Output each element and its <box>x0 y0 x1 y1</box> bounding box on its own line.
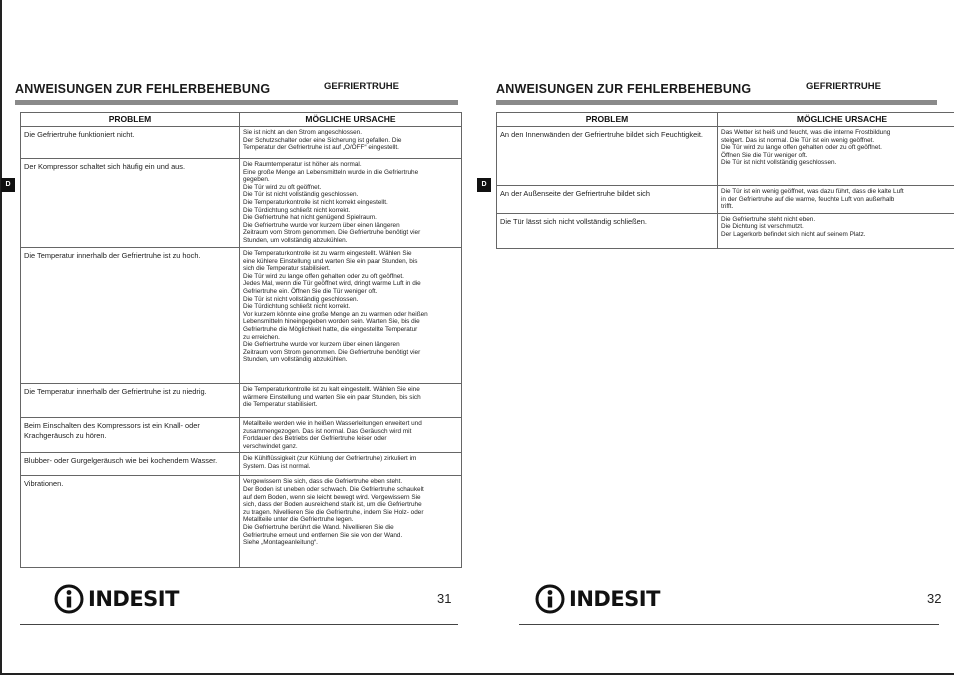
brand-name: INDESIT <box>88 587 179 611</box>
cause-line: steigert. Das ist normal. Die Tür ist ein wenig geöffnet. <box>721 136 875 144</box>
problem-cell: Die Tür lässt sich nicht vollständig schließen. <box>497 213 718 248</box>
page-number: 31 <box>437 591 452 606</box>
cause-line: System. Das ist normal. <box>243 462 311 470</box>
cause-cell <box>240 476 462 568</box>
cause-line: Das Wetter ist heiß und feucht, was die interne Frostbildung <box>721 129 891 136</box>
cause-line: gegeben. <box>243 176 270 184</box>
cause-line: Die Tür ist nicht vollständig geschlossen. <box>721 159 837 167</box>
cause-line: Die Tür wird zu lange offen gehalten oder zu oft geöffnet. <box>721 144 882 152</box>
cause-line: eine kühlere Einstellung und warten Sie ein paar Stunden, bis <box>243 257 418 265</box>
page-subtitle: GEFRIERTRUHE <box>324 81 399 92</box>
cause-line: verschwindet ganz. <box>243 442 298 450</box>
problem-cell: Der Kompressor schaltet sich häufig ein und aus. <box>21 159 240 248</box>
cause-line: die Temperatur stabilisiert. <box>243 401 318 409</box>
table-header-row <box>497 113 954 127</box>
cause-line: Gefriertruhe die Möglichkeit hatte, die eingestellte Temperatur <box>243 325 418 333</box>
manual-page-32 <box>477 0 954 675</box>
cause-line: Lebensmitteln hineingegeben worden sein. Warten Sie, bis die <box>243 318 420 326</box>
cause-line: zu tragen. Nivellieren Sie die Gefriertruhe, indem Sie Holz- oder <box>243 508 424 516</box>
cause-line: Jedes Mal, wenn die Tür geöffnet wird, dringt warme Luft in die <box>243 280 421 288</box>
cause-line: sich, dass der Boden ausreichend stark ist, um die Gefriertruhe <box>243 501 422 509</box>
cause-cell <box>240 384 462 418</box>
cause-line: Metallteile werden wie in heißen Wasserleitungen erweitert und <box>243 420 422 427</box>
cause-line: Stunden, um vollständig abzukühlen. <box>243 236 348 244</box>
cause-line: Fortdauer des Betriebs der Gefriertruhe leiser oder <box>243 435 387 443</box>
footer-rule <box>519 624 939 625</box>
cause-line: auf dem Boden, wenn sie leicht bewegt wird. Vergewissern Sie <box>243 493 421 501</box>
problem-cell: An den Innenwänden der Gefriertruhe bildet sich Feuchtigkeit. <box>497 127 718 186</box>
problem-cell: Die Temperatur innerhalb der Gefriertruhe ist zu hoch. <box>21 248 240 384</box>
table-row <box>21 384 462 418</box>
cause-line: sich die Temperatur stabilisiert. <box>243 265 331 273</box>
cause-line: Die Dichtung ist verschmutzt. <box>721 223 804 231</box>
language-tab: D <box>477 178 491 192</box>
cause-cell <box>240 248 462 384</box>
cause-line: Die Gefriertruhe wurde vor kurzem über einen längeren <box>243 221 400 229</box>
cause-line: Die Kühlflüssigkeit (zur Kühlung der Gefriertruhe) zirkuliert im <box>243 455 417 463</box>
table-row <box>21 453 462 476</box>
table-row <box>497 127 954 186</box>
brand-logo <box>535 582 660 616</box>
cause-line: Temperatur der Gefriertruhe ist auf „O/OFF“ eingestellt. <box>243 144 399 152</box>
table-row <box>497 186 954 214</box>
cause-line: Der Boden ist uneben oder schwach. Die Gefriertruhe schaukelt <box>243 485 424 493</box>
page-title: ANWEISUNGEN ZUR FEHLERBEHEBUNG <box>15 82 271 96</box>
header-problem: PROBLEM <box>497 113 718 127</box>
cause-line: Zeitraum vom Strom genommen. Die Gefriertruhe benötigt vier <box>243 348 421 356</box>
cause-line: Die Türdichtung schließt nicht korrekt. <box>243 206 351 214</box>
problem-cell: Vibrationen. <box>21 476 240 568</box>
header-cause: MÖGLICHE URSACHE <box>718 113 954 127</box>
cause-line: zusammengezogen. Das ist normal. Das Geräusch wird mit <box>243 427 412 435</box>
cause-line: Der Lagerkorb befindet sich nicht auf seinem Platz. <box>721 230 866 238</box>
cause-line: Eine große Menge an Lebensmitteln wurde in die Gefriertruhe <box>243 168 419 176</box>
cause-line: Öffnen Sie die Tür weniger oft. <box>721 151 808 159</box>
cause-line: Gefriertruhe erneut und entfernen Sie sie von der Wand. <box>243 531 403 539</box>
title-underline-bar <box>496 100 937 105</box>
cause-line: Siehe „Montageanleitung“. <box>243 539 318 547</box>
table-row <box>21 159 462 248</box>
cause-cell <box>718 213 954 248</box>
table-row <box>21 248 462 384</box>
page-number: 32 <box>927 591 942 606</box>
cause-line: Die Tür wird zu lange offen gehalten oder zu oft geöffnet. <box>243 272 404 280</box>
troubleshooting-table <box>496 112 954 249</box>
cause-line: Die Gefriertruhe steht nicht eben. <box>721 215 816 223</box>
cause-line: Die Tür wird zu oft geöffnet. <box>243 183 322 191</box>
cause-line: Die Gefriertruhe wurde vor kurzem über einen längeren <box>243 341 400 349</box>
header-cause: MÖGLICHE URSACHE <box>240 113 462 127</box>
troubleshooting-table <box>20 112 462 568</box>
cause-line: Die Temperaturkontrolle ist zu warm eingestellt. Wählen Sie <box>243 250 412 257</box>
cause-cell <box>240 418 462 453</box>
cause-line: Die Raumtemperatur ist höher als normal. <box>243 161 362 168</box>
cause-line: Gefriertruhe ein. Öffnen Sie die Tür weniger oft. <box>243 287 378 295</box>
cause-line: Die Tür ist ein wenig geöffnet, was dazu führt, dass die kalte Luft <box>721 188 904 195</box>
brand-name: INDESIT <box>569 587 660 611</box>
title-underline-bar <box>15 100 458 105</box>
cause-line: Die Temperaturkontrolle ist zu kalt eingestellt. Wählen Sie eine <box>243 386 420 393</box>
page-subtitle: GEFRIERTRUHE <box>806 81 881 92</box>
cause-line: Vor kurzem könnte eine große Menge an zu warmen oder heißen <box>243 310 428 318</box>
cause-line: Die Temperaturkontrolle ist nicht korrekt eingestellt. <box>243 198 388 206</box>
table-row <box>497 213 954 248</box>
cause-line: Sie ist nicht an den Strom angeschlossen. <box>243 129 363 136</box>
problem-cell: Blubber- oder Gurgelgeräusch wie bei kochendem Wasser. <box>21 453 240 476</box>
cause-line: trifft. <box>721 203 734 211</box>
table-row <box>21 476 462 568</box>
cause-line: Zeitraum vom Strom genommen. Die Gefriertruhe benötigt vier <box>243 229 421 237</box>
problem-cell: Die Gefriertruhe funktioniert nicht. <box>21 127 240 159</box>
indesit-logo-icon <box>535 584 565 614</box>
indesit-logo-icon <box>54 584 84 614</box>
header-problem: PROBLEM <box>21 113 240 127</box>
cause-line: Die Türdichtung schließt nicht korrekt. <box>243 303 351 311</box>
footer-rule <box>20 624 458 625</box>
cause-line: Vergewissern Sie sich, dass die Gefriertruhe eben steht. <box>243 478 403 486</box>
cause-line: Metallteile unter die Gefriertruhe legen. <box>243 516 354 524</box>
cause-cell <box>240 159 462 248</box>
cause-cell <box>240 127 462 159</box>
cause-line: Die Gefriertruhe hat nicht genügend Spielraum. <box>243 214 377 222</box>
cause-cell <box>718 127 954 186</box>
language-tab: D <box>1 178 15 192</box>
cause-line: Die Gefriertruhe berührt die Wand. Nivellieren Sie die <box>243 523 394 531</box>
cause-line: zu erreichen. <box>243 333 280 341</box>
brand-logo <box>54 582 179 616</box>
cause-line: Stunden, um vollständig abzukühlen. <box>243 356 348 364</box>
cause-cell <box>240 453 462 476</box>
cause-cell <box>718 186 954 214</box>
table-row <box>21 127 462 159</box>
problem-cell: An der Außenseite der Gefriertruhe bildet sich <box>497 186 718 214</box>
page-title: ANWEISUNGEN ZUR FEHLERBEHEBUNG <box>496 82 752 96</box>
cause-line: in der Gefriertruhe auf die warme, feuchte Luft von außerhalb <box>721 195 895 203</box>
cause-line: Die Tür ist nicht vollständig geschlossen. <box>243 191 359 199</box>
cause-line: Die Tür ist nicht vollständig geschlossen. <box>243 295 359 303</box>
problem-cell: Die Temperatur innerhalb der Gefriertruhe ist zu niedrig. <box>21 384 240 418</box>
table-header-row <box>21 113 462 127</box>
cause-line: Der Schutzschalter oder eine Sicherung ist gefallen. Die <box>243 136 402 144</box>
problem-cell: Beim Einschalten des Kompressors ist ein Knall- oder Krachgeräusch zu hören. <box>21 418 240 453</box>
cause-line: wärmere Einstellung und warten Sie ein paar Stunden, bis sich <box>243 393 421 401</box>
table-row <box>21 418 462 453</box>
